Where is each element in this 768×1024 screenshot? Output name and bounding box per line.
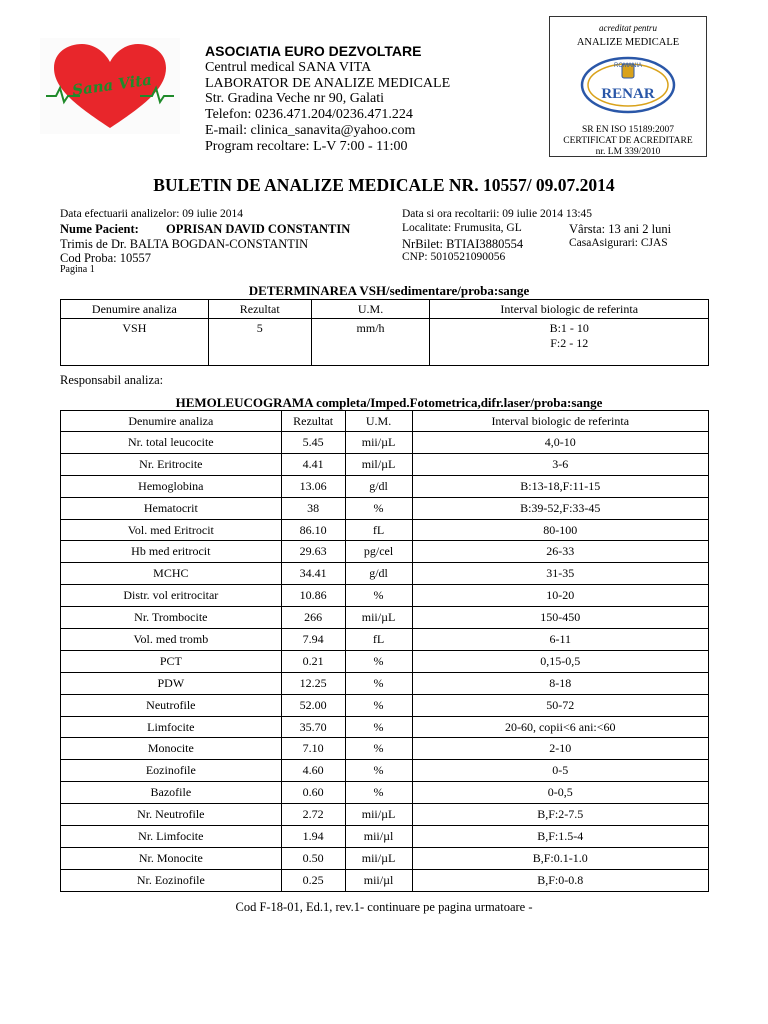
analysis-name: Neutrofile xyxy=(61,694,282,716)
analysis-reference: 0-0,5 xyxy=(412,782,709,804)
analysis-result: 38 xyxy=(281,497,345,519)
table-row xyxy=(61,497,709,519)
analysis-name: Nr. Eritrocite xyxy=(61,453,282,475)
table-row xyxy=(61,541,709,563)
analysis-result: 1.94 xyxy=(281,826,345,848)
analysis-name: Limfocite xyxy=(61,716,282,738)
table-row xyxy=(61,738,709,760)
analysis-reference: B:13-18,F:11-15 xyxy=(412,475,709,497)
analysis-result: 13.06 xyxy=(281,475,345,497)
analysis-result: 52.00 xyxy=(281,694,345,716)
analysis-unit: % xyxy=(345,738,412,760)
analysis-result: 35.70 xyxy=(281,716,345,738)
table-row xyxy=(61,650,709,672)
column-header: Interval biologic de referinta xyxy=(430,300,709,319)
logo-text: Sana Vita xyxy=(71,70,153,100)
column-header: Rezultat xyxy=(281,411,345,432)
page-number: Pagina 1 xyxy=(60,264,95,275)
renar-text: RENAR xyxy=(601,86,655,102)
analysis-result: 5.45 xyxy=(281,432,345,454)
analysis-unit: % xyxy=(345,672,412,694)
analysis-reference: 80-100 xyxy=(412,519,709,541)
analysis-name: Nr. Limfocite xyxy=(61,826,282,848)
analysis-reference: 4,0-10 xyxy=(412,432,709,454)
table-row xyxy=(61,804,709,826)
analysis-reference: B,F:0.1-1.0 xyxy=(412,847,709,869)
patient-name-label: Nume Pacient: xyxy=(60,222,139,236)
hemogram-section-title: HEMOLEUCOGRAMA completa/Imped.Fotometrica,difr.laser/proba:sange xyxy=(175,395,603,410)
accreditation-line-2: ANALIZE MEDICALE xyxy=(576,37,680,48)
analysis-name: Vol. med tromb xyxy=(61,629,282,651)
analysis-result: 34.41 xyxy=(281,563,345,585)
table-row xyxy=(61,453,709,475)
analysis-name: Hemoglobina xyxy=(61,475,282,497)
table-row xyxy=(61,629,709,651)
table-row xyxy=(61,607,709,629)
reference-female: F:2 - 12 xyxy=(550,336,589,350)
analysis-unit: fL xyxy=(345,629,412,651)
analysis-name: Nr. Monocite xyxy=(61,847,282,869)
table-header-row xyxy=(61,300,709,319)
hemogram-table xyxy=(60,410,709,892)
table-row xyxy=(61,826,709,848)
accreditation-details xyxy=(550,125,706,158)
column-header: Rezultat xyxy=(208,300,311,319)
analysis-result: 4.60 xyxy=(281,760,345,782)
accreditation-standard: SR EN ISO 15189:2007 xyxy=(581,125,675,135)
table-row xyxy=(61,847,709,869)
analysis-unit: mii/µL xyxy=(345,847,412,869)
analysis-result: 0.50 xyxy=(281,847,345,869)
analysis-name: Hematocrit xyxy=(61,497,282,519)
analysis-reference: 50-72 xyxy=(412,694,709,716)
analysis-reference: 150-450 xyxy=(412,607,709,629)
analysis-result: 266 xyxy=(281,607,345,629)
analysis-unit: mii/µl xyxy=(345,826,412,848)
page-title: BULETIN DE ANALIZE MEDICALE NR. 10557/ 09.07.2014 xyxy=(153,175,615,195)
table-row xyxy=(61,432,709,454)
analysis-reference xyxy=(430,319,709,366)
table-row xyxy=(61,519,709,541)
analysis-unit: % xyxy=(345,694,412,716)
renar-logo-icon xyxy=(580,55,676,115)
analysis-unit: g/dl xyxy=(345,475,412,497)
insurance: CasaAsigurari: CJAS xyxy=(569,237,668,249)
table-row xyxy=(61,869,709,891)
accreditation-box xyxy=(549,16,707,157)
table-row xyxy=(61,585,709,607)
analysis-reference: B,F:0-0.8 xyxy=(412,869,709,891)
analysis-name: Hb med eritrocit xyxy=(61,541,282,563)
analysis-unit: pg/cel xyxy=(345,541,412,563)
analysis-unit: mii/µL xyxy=(345,804,412,826)
analysis-reference: B:39-52,F:33-45 xyxy=(412,497,709,519)
responsible-label: Responsabil analiza: xyxy=(60,373,164,387)
analysis-name: MCHC xyxy=(61,563,282,585)
analysis-result: 12.25 xyxy=(281,672,345,694)
analysis-reference: 2-10 xyxy=(412,738,709,760)
analysis-name: Nr. Trombocite xyxy=(61,607,282,629)
analysis-unit: % xyxy=(345,497,412,519)
patient-locality: Localitate: Frumusita, GL xyxy=(402,222,522,234)
patient-age: Vârsta: 13 ani 2 luni xyxy=(569,222,672,236)
org-line-phone: Telefon: 0236.471.204/0236.471.224 xyxy=(205,107,413,123)
org-line-email: E-mail: clinica_sanavita@yahoo.com xyxy=(205,122,416,138)
ticket-number: NrBilet: BTIAI3880554 xyxy=(402,237,524,251)
analysis-name: Bazofile xyxy=(61,782,282,804)
analysis-result: 0.21 xyxy=(281,650,345,672)
analysis-date: Data efectuarii analizelor: 09 iulie 2014 xyxy=(60,208,243,220)
column-header: U.M. xyxy=(311,300,430,319)
referring-doctor: Trimis de Dr. BALTA BOGDAN-CONSTANTIN xyxy=(60,237,309,251)
analysis-result: 7.94 xyxy=(281,629,345,651)
analysis-unit: % xyxy=(345,650,412,672)
column-header: Denumire analiza xyxy=(61,300,209,319)
analysis-unit: mil/µL xyxy=(345,453,412,475)
table-row xyxy=(61,716,709,738)
analysis-name: Monocite xyxy=(61,738,282,760)
org-line-lab: LABORATOR DE ANALIZE MEDICALE xyxy=(205,75,451,91)
analysis-result: 5 xyxy=(208,319,311,366)
analysis-name: Nr. Eozinofile xyxy=(61,869,282,891)
sample-code: Cod Proba: 10557 xyxy=(60,251,151,265)
analysis-unit: % xyxy=(345,760,412,782)
org-line-address: Str. Gradina Veche nr 90, Galati xyxy=(205,91,384,107)
analysis-unit: mii/µL xyxy=(345,432,412,454)
analysis-result: 0.60 xyxy=(281,782,345,804)
analysis-name: PDW xyxy=(61,672,282,694)
patient-name: OPRISAN DAVID CONSTANTIN xyxy=(166,222,351,236)
reference-male: B:1 - 10 xyxy=(549,321,589,335)
table-row xyxy=(61,694,709,716)
analysis-reference: 3-6 xyxy=(412,453,709,475)
vsh-section-title: DETERMINAREA VSH/sedimentare/proba:sange xyxy=(248,283,530,298)
analysis-unit: % xyxy=(345,585,412,607)
analysis-reference: 26-33 xyxy=(412,541,709,563)
organization-name: ASOCIATIA EURO DEZVOLTARE xyxy=(205,43,422,59)
analysis-name: Distr. vol eritrocitar xyxy=(61,585,282,607)
analysis-result: 0.25 xyxy=(281,869,345,891)
patient-cnp: CNP: 5010521090056 xyxy=(402,251,506,263)
analysis-reference: B,F:2-7.5 xyxy=(412,804,709,826)
org-line-program: Program recoltare: L-V 7:00 - 11:00 xyxy=(205,138,408,154)
accreditation-number: nr. LM 339/2010 xyxy=(595,147,661,157)
analysis-name: Nr. total leucocite xyxy=(61,432,282,454)
table-row xyxy=(61,563,709,585)
analysis-reference: 20-60, copii<6 ani:<60 xyxy=(412,716,709,738)
analysis-result: 10.86 xyxy=(281,585,345,607)
analysis-reference: 8-18 xyxy=(412,672,709,694)
table-row xyxy=(61,782,709,804)
analysis-reference: B,F:1.5-4 xyxy=(412,826,709,848)
organization-info xyxy=(205,44,450,155)
romania-text: ROMANIA xyxy=(613,63,643,69)
column-header: U.M. xyxy=(345,411,412,432)
analysis-reference: 31-35 xyxy=(412,563,709,585)
sana-vita-logo xyxy=(40,38,180,134)
analysis-name: PCT xyxy=(61,650,282,672)
table-row xyxy=(61,672,709,694)
footer-note: Cod F-18-01, Ed.1, rev.1- continuare pe pagina urmatoare - xyxy=(235,900,533,914)
org-line-center: Centrul medical SANA VITA xyxy=(205,59,372,75)
analysis-reference: 6-11 xyxy=(412,629,709,651)
column-header: Denumire analiza xyxy=(61,411,282,432)
table-header-row xyxy=(61,411,709,432)
accreditation-certificate: CERTIFICAT DE ACREDITARE xyxy=(563,136,693,146)
collection-date: Data si ora recoltarii: 09 iulie 2014 13:45 xyxy=(402,208,593,220)
table-row xyxy=(61,760,709,782)
analysis-name: Eozinofile xyxy=(61,760,282,782)
table-row xyxy=(61,319,709,366)
analysis-unit: fL xyxy=(345,519,412,541)
accreditation-line-1: acreditat pentru xyxy=(599,23,657,33)
analysis-reference: 0-5 xyxy=(412,760,709,782)
analysis-name: Nr. Neutrofile xyxy=(61,804,282,826)
analysis-result: 7.10 xyxy=(281,738,345,760)
analysis-unit: % xyxy=(345,716,412,738)
analysis-unit: % xyxy=(345,782,412,804)
analysis-result: 2.72 xyxy=(281,804,345,826)
vsh-table xyxy=(60,299,709,366)
analysis-result: 86.10 xyxy=(281,519,345,541)
analysis-unit: mii/µL xyxy=(345,607,412,629)
analysis-unit: mii/µl xyxy=(345,869,412,891)
table-row xyxy=(61,475,709,497)
analysis-result: 4.41 xyxy=(281,453,345,475)
analysis-name: VSH xyxy=(61,319,209,366)
analysis-result: 29.63 xyxy=(281,541,345,563)
analysis-reference: 10-20 xyxy=(412,585,709,607)
analysis-unit: mm/h xyxy=(311,319,430,366)
analysis-unit: g/dl xyxy=(345,563,412,585)
analysis-reference: 0,15-0,5 xyxy=(412,650,709,672)
analysis-name: Vol. med Eritrocit xyxy=(61,519,282,541)
column-header: Interval biologic de referinta xyxy=(412,411,709,432)
